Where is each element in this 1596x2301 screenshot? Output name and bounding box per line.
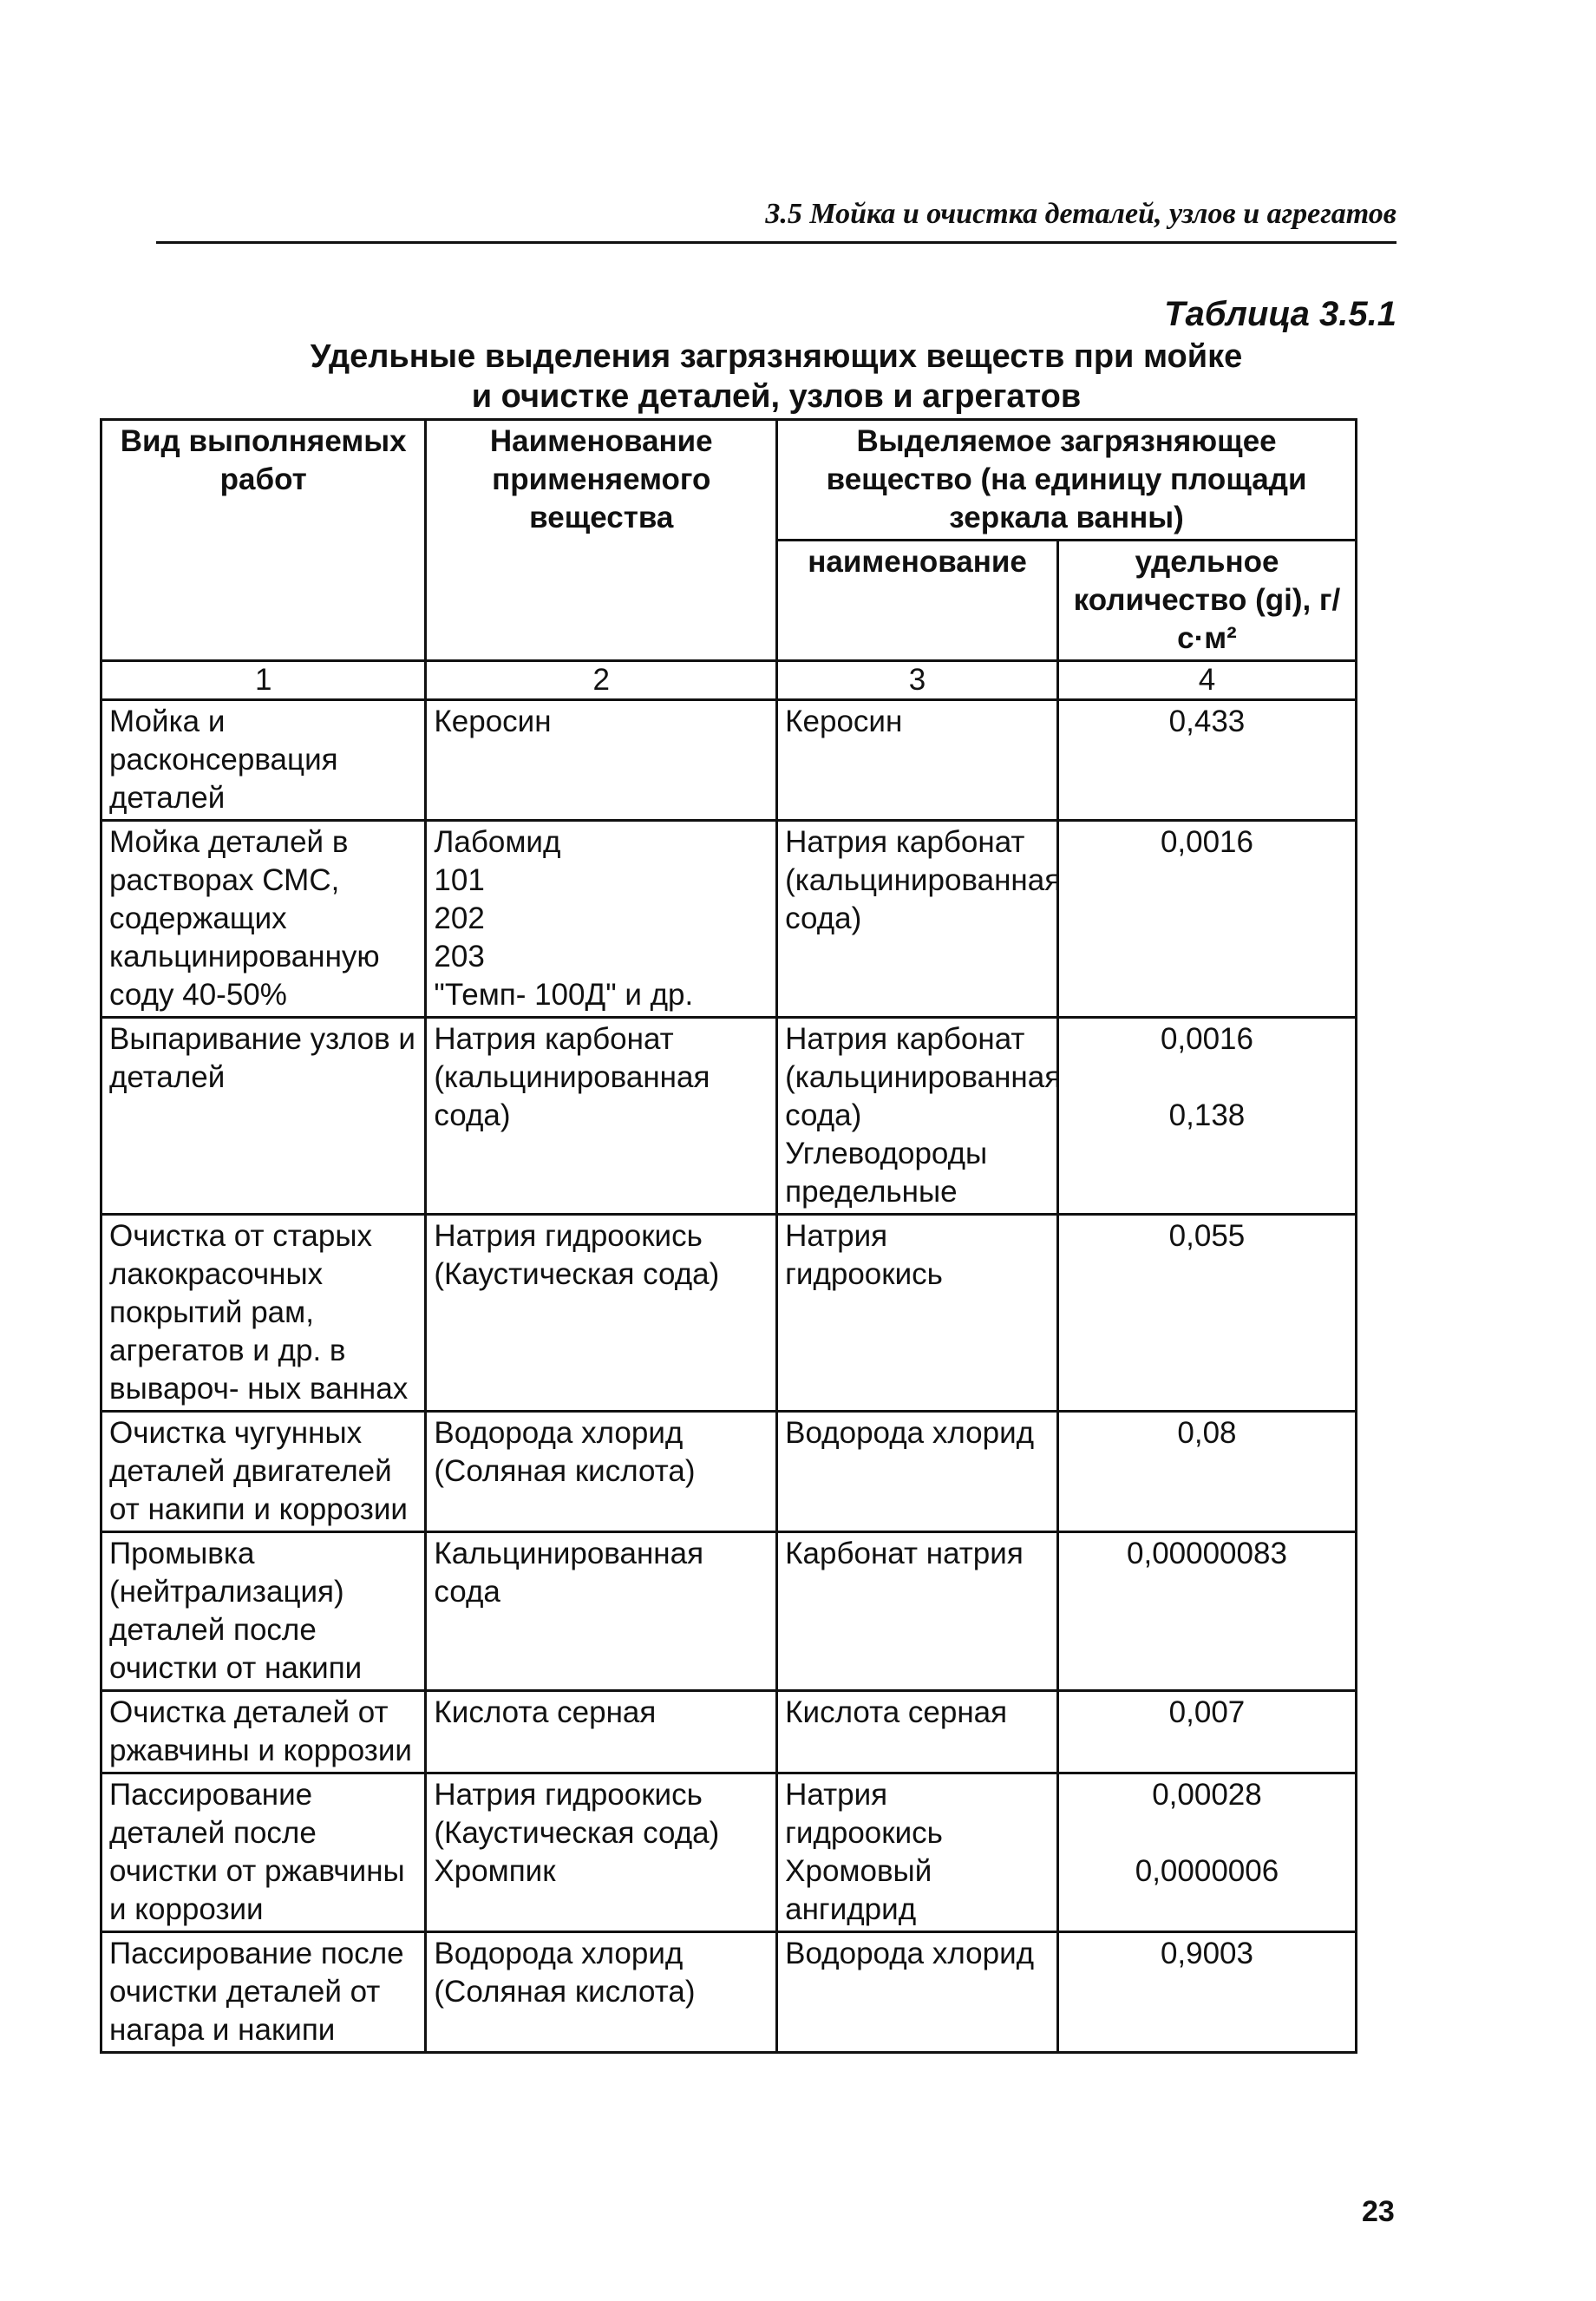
cell-pollutant-name-line: Натрия гидроокись — [785, 1219, 943, 1291]
header-rule — [156, 241, 1396, 244]
table-row — [101, 700, 1357, 821]
cell-pollutant-name-line: Натрия карбонат (кальцинированная сода) — [785, 825, 1062, 935]
table-row — [101, 1532, 1357, 1691]
cell-specific-amount-line: 0,0016 — [1160, 1022, 1253, 1056]
cell-applied-substance-line: Кальцинированная сода — [434, 1537, 704, 1609]
cell-pollutant-name — [777, 1412, 1058, 1532]
cell-specific-amount-line: 0,055 — [1168, 1219, 1246, 1253]
cell-pollutant-name-line: Керосин — [785, 705, 903, 738]
cell-pollutant-name-line: Водорода хлорид — [785, 1416, 1035, 1450]
cell-work-type: Очистка деталей от ржавчины и коррозии — [101, 1691, 426, 1773]
running-head: 3.5 Мойка и очистка деталей, узлов и агрегатов — [765, 198, 1396, 230]
cell-applied-substance-line: "Темп- 100Д" и др. — [434, 978, 694, 1012]
cell-pollutant-name-line: Карбонат натрия — [785, 1537, 1024, 1570]
cell-applied-substance-line: Керосин — [434, 705, 552, 738]
cell-applied-substance — [426, 1412, 777, 1532]
cell-pollutant-name — [777, 1532, 1058, 1691]
cell-work-type: Очистка чугунных деталей двигателей от накипи и коррозии — [101, 1412, 426, 1532]
emissions-table — [100, 418, 1357, 2054]
cell-applied-substance-line: 202 — [434, 901, 485, 935]
cell-applied-substance — [426, 1215, 777, 1412]
page-number: 23 — [1362, 2195, 1395, 2228]
cell-specific-amount — [1057, 1532, 1356, 1691]
cell-pollutant-name-line: Углеводороды предельные — [785, 1137, 988, 1209]
col-header-pollutant-name: наименование — [777, 541, 1058, 661]
cell-applied-substance-line: 203 — [434, 940, 485, 974]
table-row — [101, 821, 1357, 1018]
cell-specific-amount — [1057, 1215, 1356, 1412]
table-row — [101, 1018, 1357, 1215]
table-title — [173, 337, 1379, 416]
cell-applied-substance-line: Кислота серная — [434, 1695, 657, 1729]
col-header-work-type: Вид выполняемых работ — [101, 420, 426, 661]
cell-work-type: Очистка от старых лакокрасочных покрытий рам, агрегатов и др. в вывароч- ных ваннах — [101, 1215, 426, 1412]
table-label: Таблица 3.5.1 — [1164, 295, 1396, 333]
cell-applied-substance-line: Натрия гидроокись (Каустическая сода) — [434, 1778, 720, 1850]
column-number: 4 — [1057, 661, 1356, 700]
cell-applied-substance — [426, 1932, 777, 2053]
cell-specific-amount — [1057, 821, 1356, 1018]
cell-applied-substance-line: Водорода хлорид (Соляная кислота) — [434, 1937, 696, 2009]
cell-work-type: Выпаривание узлов и деталей — [101, 1018, 426, 1215]
cell-specific-amount-line: 0,0000006 — [1135, 1854, 1279, 1888]
cell-pollutant-name — [777, 1215, 1058, 1412]
cell-pollutant-name-line: Хромовый ангидрид — [785, 1854, 932, 1926]
cell-specific-amount — [1057, 1773, 1356, 1932]
cell-applied-substance-line: 101 — [434, 863, 485, 897]
cell-specific-amount-line: 0,9003 — [1160, 1937, 1253, 1970]
column-number: 2 — [426, 661, 777, 700]
cell-applied-substance-line: Водорода хлорид (Соляная кислота) — [434, 1416, 696, 1488]
column-number-row — [101, 661, 1357, 700]
cell-pollutant-name — [777, 1773, 1058, 1932]
col-header-specific-amount: удельное количество (gi), г/с·м² — [1057, 541, 1356, 661]
col-header-applied-substance: Наименование применяемого вещества — [426, 420, 777, 661]
cell-specific-amount-line: 0,138 — [1168, 1098, 1246, 1132]
cell-applied-substance — [426, 1773, 777, 1932]
cell-work-type: Мойка и расконсервация деталей — [101, 700, 426, 821]
cell-specific-amount-line: 0,433 — [1168, 705, 1246, 738]
cell-pollutant-name — [777, 1932, 1058, 2053]
cell-applied-substance-line: Лабомид — [434, 825, 561, 859]
cell-applied-substance — [426, 1018, 777, 1215]
cell-applied-substance-line: Натрия гидроокись (Каустическая сода) — [434, 1219, 720, 1291]
table-row — [101, 1215, 1357, 1412]
cell-specific-amount-line: 0,00028 — [1152, 1778, 1262, 1812]
cell-work-type: Мойка деталей в растворах СМС, содержащих кальцинированную соду 40-50% — [101, 821, 426, 1018]
cell-work-type: Пассирование деталей после очистки от ржавчины и коррозии — [101, 1773, 426, 1932]
cell-applied-substance-line: Натрия карбонат (кальцинированная сода) — [434, 1022, 710, 1132]
cell-pollutant-name — [777, 1691, 1058, 1773]
cell-specific-amount-line: 0,08 — [1177, 1416, 1237, 1450]
column-number: 1 — [101, 661, 426, 700]
col-header-pollutant-group: Выделяемое загрязняющее вещество (на единицу площади зеркала ванны) — [777, 420, 1357, 541]
cell-pollutant-name — [777, 1018, 1062, 1215]
cell-pollutant-name-line: Натрия гидроокись — [785, 1778, 943, 1850]
cell-pollutant-name — [777, 821, 1062, 1018]
cell-pollutant-name — [777, 700, 1058, 821]
cell-specific-amount-line: 0,0016 — [1160, 825, 1253, 859]
cell-pollutant-name-line: Натрия карбонат (кальцинированная сода) — [785, 1022, 1062, 1132]
table-row — [101, 1412, 1357, 1532]
cell-specific-amount — [1057, 1018, 1356, 1215]
cell-pollutant-name-line: Водорода хлорид — [785, 1937, 1035, 1970]
table-row — [101, 1932, 1357, 2053]
cell-pollutant-name-line: Кислота серная — [785, 1695, 1008, 1729]
cell-specific-amount — [1057, 700, 1356, 821]
table-row — [101, 1773, 1357, 1932]
cell-applied-substance — [426, 700, 777, 821]
cell-specific-amount — [1057, 1691, 1356, 1773]
cell-specific-amount-line: 0,00000083 — [1127, 1537, 1287, 1570]
cell-applied-substance — [426, 1691, 777, 1773]
cell-applied-substance — [426, 821, 777, 1018]
cell-work-type: Пассирование после очистки деталей от нагара и накипи — [101, 1932, 426, 2053]
table-title-line-2: и очистке деталей, узлов и агрегатов — [471, 378, 1082, 415]
cell-specific-amount-line: 0,007 — [1168, 1695, 1246, 1729]
table-row — [101, 1691, 1357, 1773]
cell-work-type: Промывка (нейтрализация) деталей после очистки от накипи — [101, 1532, 426, 1691]
column-number: 3 — [777, 661, 1058, 700]
cell-applied-substance — [426, 1532, 777, 1691]
cell-specific-amount — [1057, 1412, 1356, 1532]
table-title-line-1: Удельные выделения загрязняющих веществ при мойке — [310, 338, 1243, 375]
cell-specific-amount — [1057, 1932, 1356, 2053]
cell-applied-substance-line: Хромпик — [434, 1854, 556, 1888]
